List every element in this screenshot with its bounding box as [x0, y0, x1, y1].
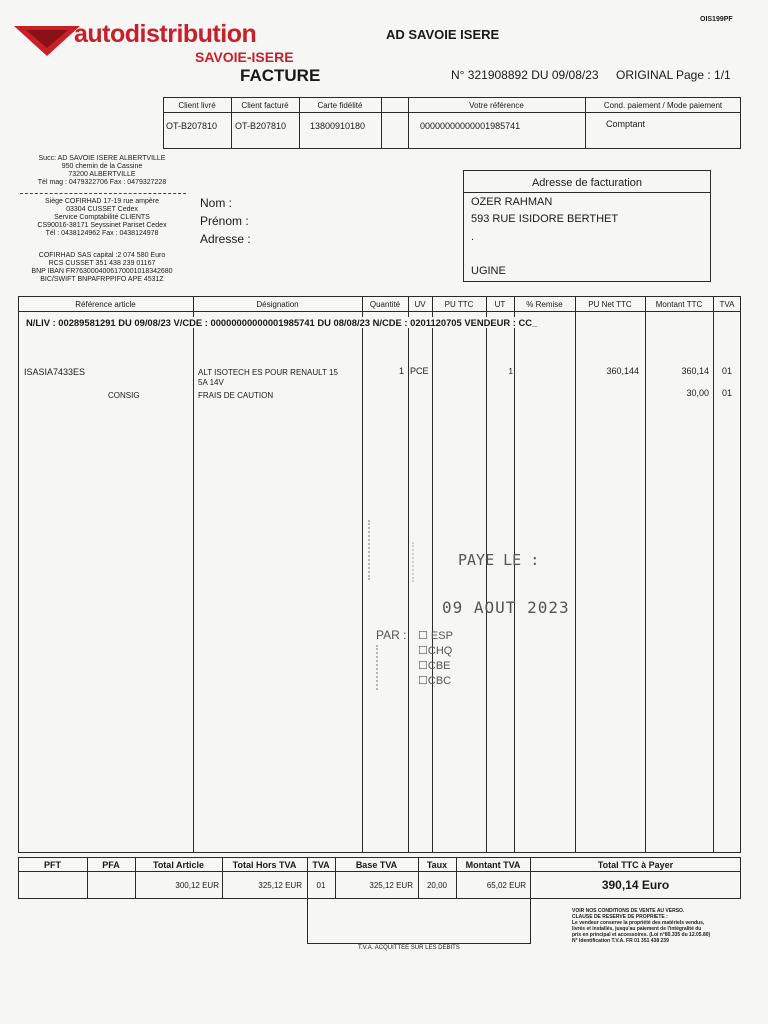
row2-ref: CONSIG — [108, 391, 140, 400]
col-tva: TVA — [719, 300, 735, 309]
totals-total-article: 300,12 EUR — [175, 881, 219, 890]
logo-sub-text: SAVOIE-ISERE — [195, 49, 294, 65]
totals-header-total-article: Total Article — [152, 860, 204, 870]
invoice-number: N° 321908892 DU 09/08/23 — [451, 68, 599, 82]
row1-tva: 01 — [721, 366, 732, 376]
row2-montant: 30,00 — [686, 388, 709, 398]
stamp-option-label: CBE — [427, 660, 451, 672]
hq-info — [12, 198, 192, 238]
branch-line: 73200 ALBERTVILLE — [68, 171, 136, 178]
legal-line: COFIRHAD SAS capital :2 074 580 Euro — [38, 252, 166, 259]
stamp-option-label: CHQ — [427, 645, 453, 657]
totals-total-ttc: 390,14 Euro — [601, 878, 670, 892]
company-logo — [12, 22, 312, 72]
branch-line: Succ: AD SAVOIE ISERE ALBERTVILLE — [38, 155, 166, 162]
invoice-status: ORIGINAL — [616, 68, 674, 82]
hq-line: Siège COFIRHAD 17-19 rue ampère — [45, 198, 159, 205]
label-adresse: Adresse : — [200, 232, 251, 246]
invoice-title: FACTURE — [240, 66, 321, 85]
branch-info — [12, 155, 192, 187]
stamp-option-label: CBC — [427, 675, 452, 687]
totals-total-ht: 325,12 EUR — [258, 881, 302, 890]
row1-montant: 360,14 — [681, 366, 709, 376]
row2-tva: 01 — [721, 388, 732, 398]
stamp-mark — [376, 645, 378, 690]
condition-line: VOIR NOS CONDITIONS DE VENTE AU VERSO. — [572, 908, 685, 914]
header-carte-fidelite: Carte fidélité — [317, 101, 363, 110]
payment-stamp — [366, 520, 570, 700]
sale-conditions — [572, 908, 752, 944]
totals-header-base-tva: Base TVA — [355, 860, 398, 870]
row2-designation: FRAIS DE CAUTION — [198, 391, 274, 400]
header-cond-paiement: Cond. paiement / Mode paiement — [603, 101, 723, 110]
condition-line: CLAUSE DE RESERVE DE PROPRIETE : — [572, 914, 668, 920]
hq-line: CS90016-38171 Seyssinet Pariset Cedex — [37, 222, 167, 229]
row1-qty: 1 — [398, 366, 404, 376]
header-client-livre: Client livré — [178, 101, 216, 110]
branch-line: Tél mag : 0479322706 Fax : 0479327228 — [37, 179, 167, 186]
col-ref-article: Référence article — [75, 300, 136, 309]
company-title: AD SAVOIE ISERE — [386, 27, 500, 42]
col-ut: UT — [494, 300, 506, 309]
stamp-mark — [412, 542, 444, 582]
row1-uv: PCE — [410, 366, 429, 376]
hq-line: Service Comptabilité CLIENTS — [54, 214, 150, 221]
billing-name: OZER RAHMAN — [471, 196, 553, 208]
col-pu-ttc: PU TTC — [444, 300, 474, 309]
hq-line: 03304 CUSSET Cedex — [66, 206, 138, 213]
stamp-option-cbe: ☐CBE — [418, 660, 451, 672]
stamp-date: 09 AOUT 2023 — [442, 598, 570, 617]
totals-tva-code: 01 — [316, 881, 326, 890]
header-client-facture: Client facturé — [241, 101, 289, 110]
totals-header-tva: TVA — [312, 860, 330, 870]
condition-line: livrés et installés, jusqu'au paiement de l'intégralité du — [572, 926, 702, 932]
condition-line: N° Identification T.V.A. FR 01 351 438 239 — [572, 938, 669, 944]
billing-street: 593 RUE ISIDORE BERTHET — [471, 213, 619, 225]
branch-line: 950 chemin de la Cassine — [61, 163, 143, 170]
value-client-facture: OT-B207810 — [235, 121, 287, 131]
value-carte-fidelite: 13800910180 — [310, 121, 366, 131]
row1-designation: ALT ISOTECH ES POUR RENAULT 15 — [198, 368, 338, 377]
col-pu-net-ttc: PU Net TTC — [588, 300, 632, 309]
document-code: OIS199PF — [700, 16, 733, 23]
label-prenom: Prénom : — [200, 214, 249, 228]
totals-header-total-ttc: Total TTC à Payer — [597, 860, 674, 870]
legal-line: RCS CUSSET 351 438 239 01167 — [48, 260, 156, 267]
col-remise: % Remise — [526, 300, 563, 309]
totals-header-total-ht: Total Hors TVA — [232, 860, 297, 870]
stamp-option-chq: ☐CHQ — [418, 645, 453, 657]
row1-pu-net: 360,144 — [606, 366, 639, 376]
col-montant-ttc: Montant TTC — [655, 300, 703, 309]
totals-base-tva: 325,12 EUR — [369, 881, 413, 890]
value-client-livre: OT-B207810 — [166, 121, 218, 131]
stamp-option-label: ESP — [430, 630, 453, 642]
totals-header-pfa: PFA — [102, 860, 120, 870]
totals-header-taux: Taux — [426, 860, 448, 870]
order-info-line: N/LIV : 00289581291 DU 09/08/23 V/CDE : 00000000000001985741 DU 08/08/23 N/CDE : 0201120705 VENDEUR : CC_ — [26, 317, 538, 328]
totals-header-montant-tva: Montant TVA — [465, 860, 521, 870]
stamp-mark — [368, 520, 392, 580]
totals-taux: 20,00 — [426, 881, 448, 890]
condition-line: prix en principal et accessoires. (Loi n°80.335 du 12.05.80) — [572, 932, 711, 938]
col-quantite: Quantité — [369, 300, 401, 309]
billing-title: Adresse de facturation — [531, 177, 643, 189]
billing-city: UGINE — [471, 265, 506, 277]
divider — [20, 193, 186, 194]
footer-note: T.V.A. ACQUITTEE SUR LES DEBITS — [358, 945, 460, 951]
value-votre-reference: 00000000000001985741 — [420, 121, 521, 131]
stamp-option-esp: ☐ ESP — [418, 630, 453, 642]
col-designation: Désignation — [256, 300, 299, 309]
row1-ut: 1 — [508, 367, 513, 376]
legal-info — [12, 252, 192, 284]
hq-line: Tél : 0438124962 Fax : 0438124978 — [45, 230, 159, 237]
value-cond-paiement: Comptant — [606, 119, 646, 129]
label-nom: Nom : — [200, 196, 233, 210]
legal-line: BNP IBAN FR7630004006170001018342680 — [31, 268, 173, 275]
condition-line: Le vendeur conserve la propriété des matériels vendus, — [572, 920, 705, 926]
legal-line: BIC/SWIFT BNPAFRPPIFO APE 4531Z — [40, 276, 164, 283]
page-number: Page : 1/1 — [676, 68, 731, 82]
stamp-option-cbc: ☐CBC — [418, 675, 452, 687]
header-votre-reference: Votre référence — [469, 101, 524, 110]
logo-brand-text: autodistribution — [74, 20, 257, 48]
col-uv: UV — [414, 300, 426, 309]
row1-designation-2: 5A 14V — [198, 378, 224, 387]
totals-montant-tva: 65,02 EUR — [486, 881, 526, 890]
stamp-par-label: PAR : — [376, 628, 407, 642]
totals-header-pft: PFT — [44, 860, 61, 870]
row1-ref: ISASIA7433ES — [24, 367, 86, 377]
logo-triangle-icon — [12, 24, 82, 58]
billing-extra: . — [471, 231, 475, 243]
stamp-paid-label: PAYE LE : — [458, 551, 540, 569]
